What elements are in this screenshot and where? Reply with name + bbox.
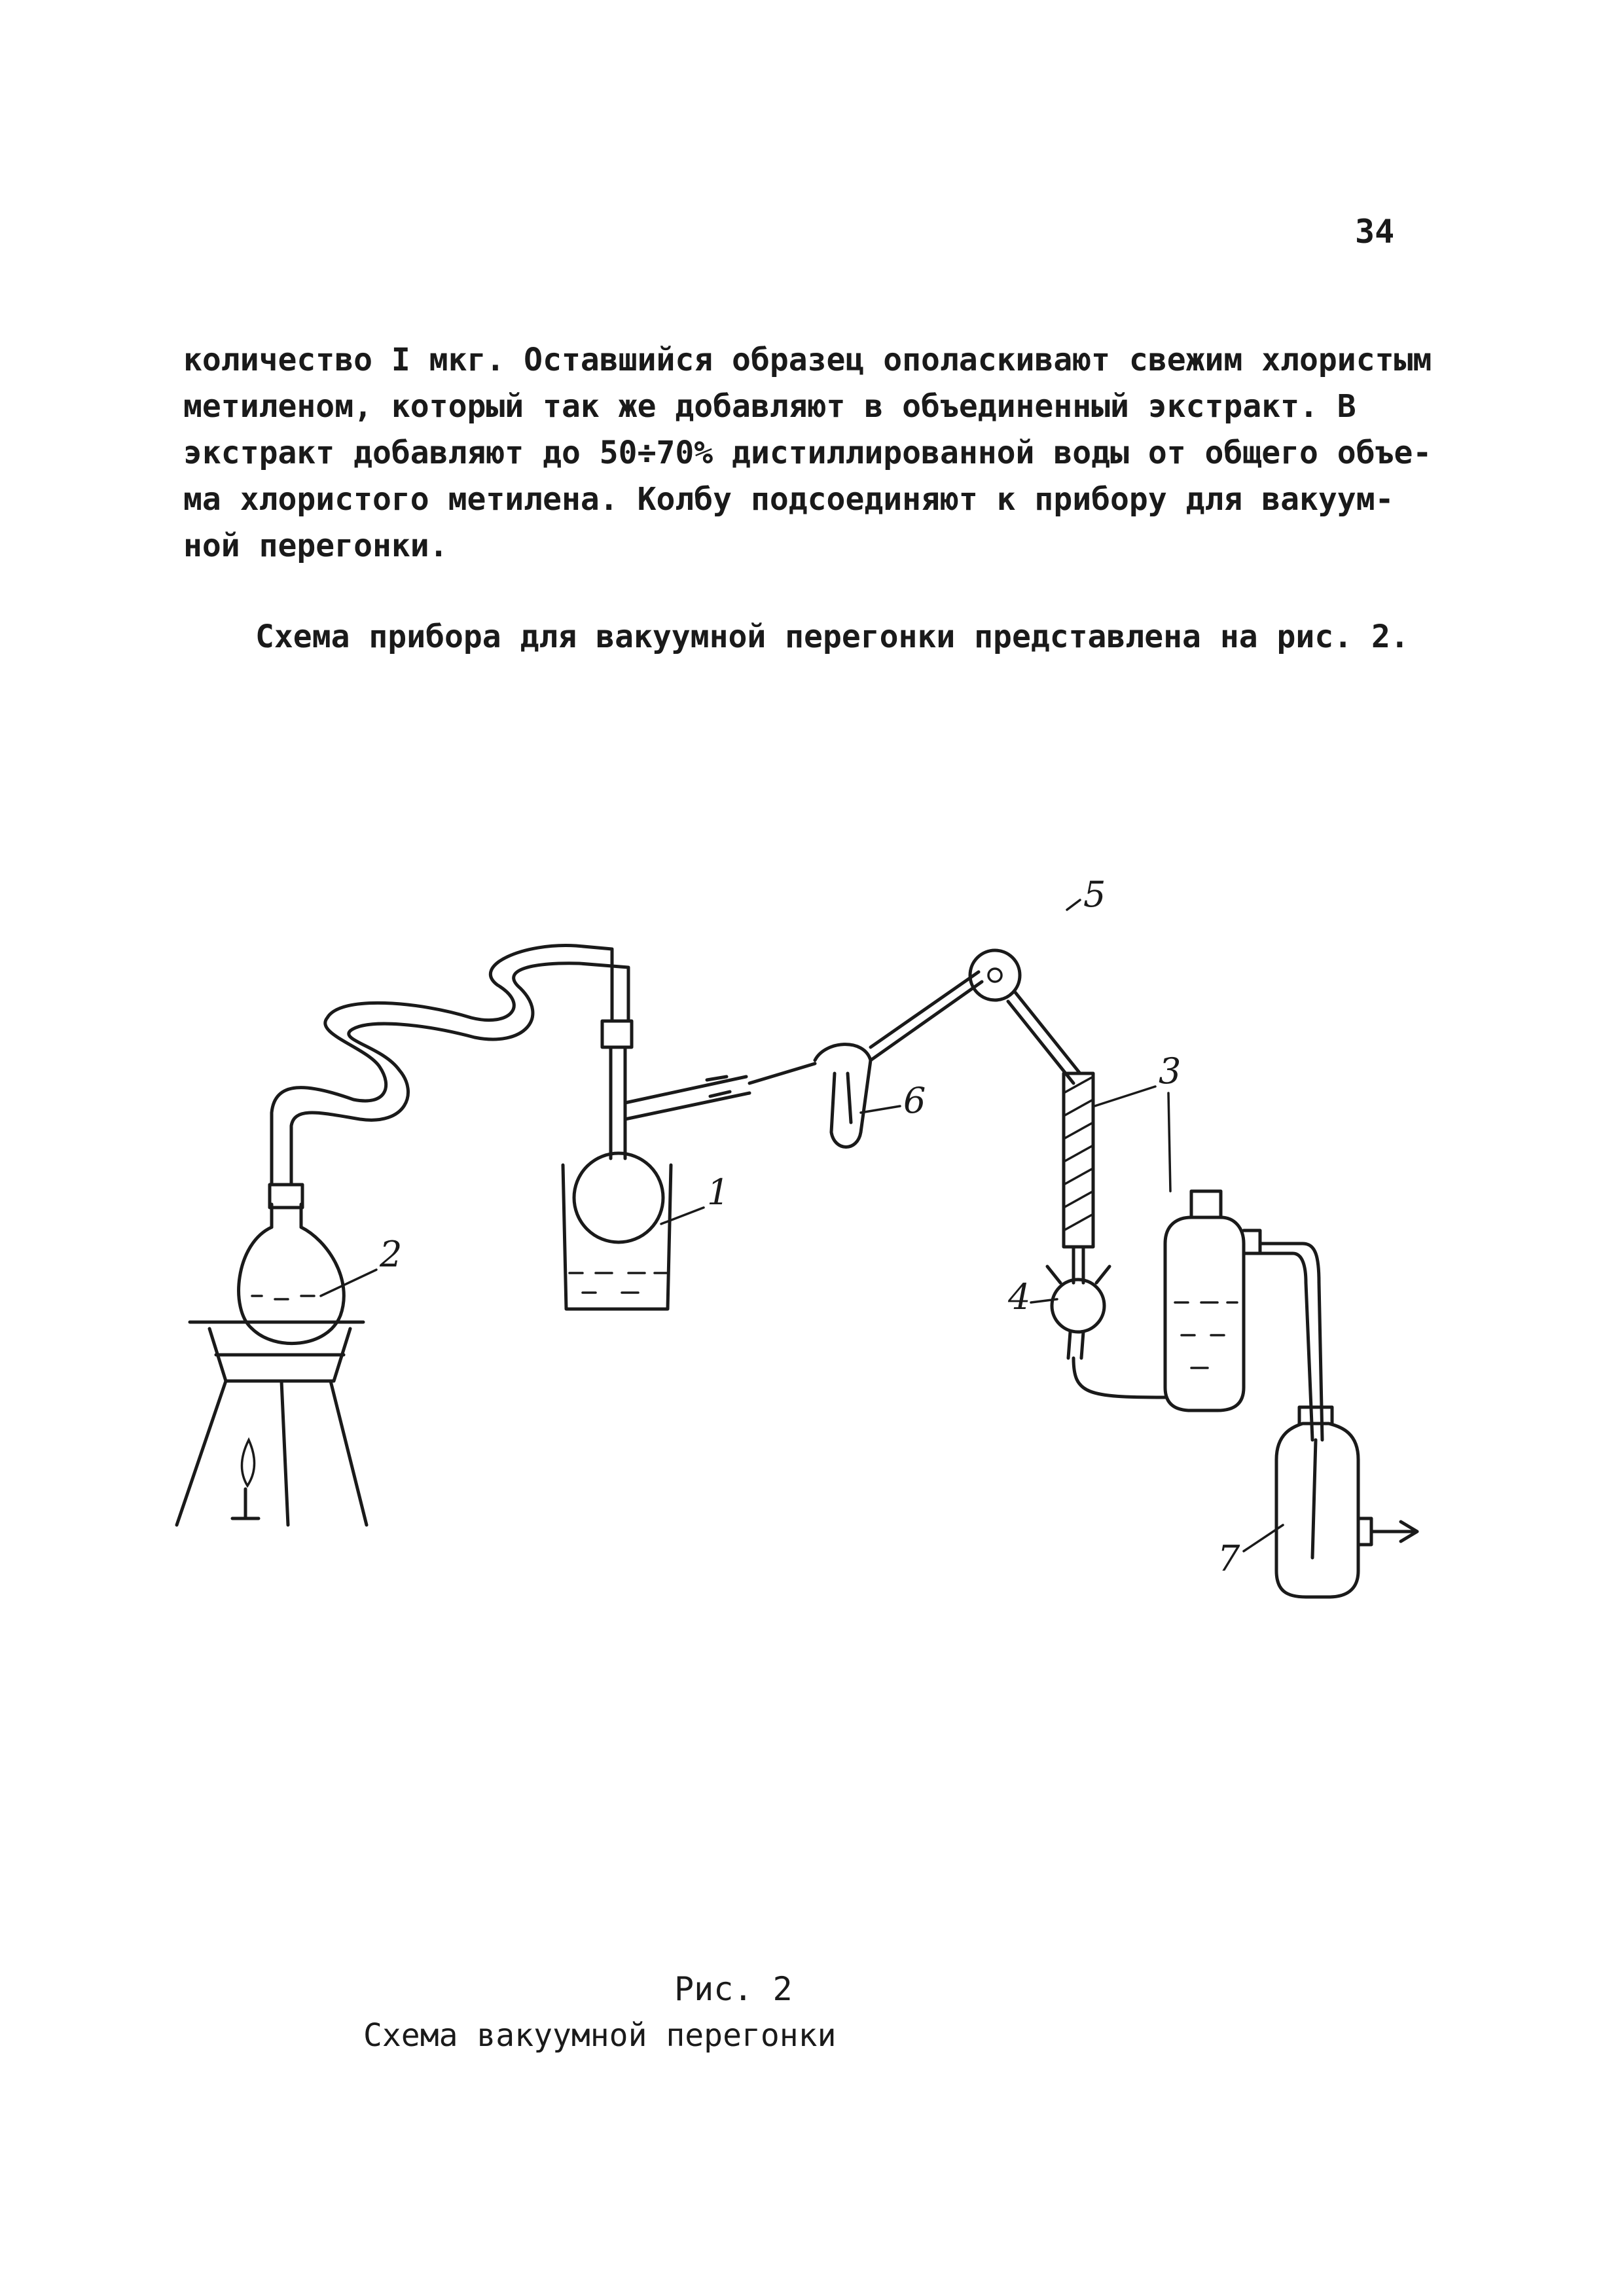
gauge-5 xyxy=(970,950,1080,1083)
body-line-5: ной перегонки. xyxy=(183,528,448,564)
label-1: 1 xyxy=(707,1172,730,1213)
body-line-4: ма хлористого метилена. Колбу подсоединяют к прибору для вакуум- xyxy=(183,481,1394,518)
label-3: 3 xyxy=(1159,1050,1182,1092)
burner-stand xyxy=(177,1322,367,1525)
drying-column-3 xyxy=(1064,1073,1093,1283)
body-line-3: экстракт добавляют до 50÷70% дистиллированной воды от общего объе- xyxy=(183,435,1432,471)
label-7: 7 xyxy=(1218,1538,1240,1579)
trap-bottle xyxy=(1165,1191,1322,1440)
label-4: 4 xyxy=(1008,1276,1031,1318)
figure-intro-sentence: Схема прибора для вакуумной перегонки представлена на рис. 2. xyxy=(255,619,1409,655)
stopcock-4 xyxy=(1047,1266,1165,1397)
receiver-bottle-7 xyxy=(1276,1407,1417,1597)
page-number: 34 xyxy=(1355,213,1395,251)
flask-2 xyxy=(239,1185,344,1344)
u-tube-6 xyxy=(815,972,982,1147)
figure-caption-title: Схема вакуумной перегонки xyxy=(363,2017,837,2054)
leader-lines xyxy=(321,900,1283,1551)
figure-caption-label: Рис. 2 xyxy=(674,1970,793,2008)
label-6: 6 xyxy=(903,1080,926,1121)
label-5: 5 xyxy=(1083,874,1106,915)
label-2: 2 xyxy=(380,1234,403,1275)
flask-1-assembly xyxy=(563,1021,815,1309)
body-line-2: метиленом, который так же добавляют в объединенный экстракт. В xyxy=(183,388,1356,425)
connecting-tube xyxy=(272,946,628,1185)
body-line-1: количество I мкг. Оставшийся образец ополаскивают свежим хлористым xyxy=(183,342,1432,378)
